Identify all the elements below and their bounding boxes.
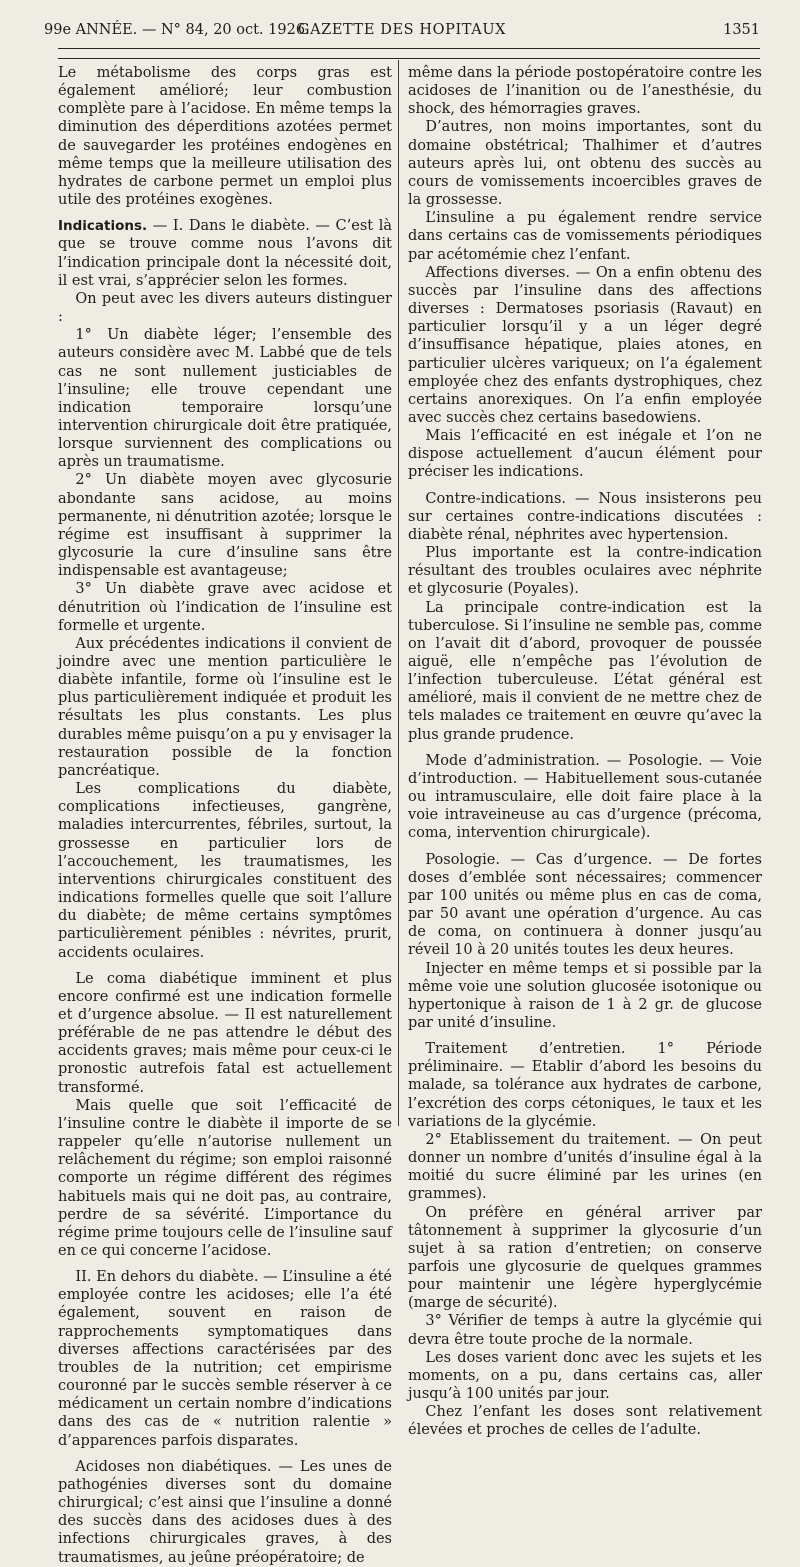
paragraph: 2° Etablissement du traitement. — On peut donner un nombre d’unités d’insuline égal à la moitié du sucre éliminé par les urines (en grammes). bbox=[408, 1131, 762, 1203]
paragraph: Les complications du diabète, complications infectieuses, gangrène, maladies intercurrentes, fébriles, surtout, la grossesse en particulier lors de l’accouchement, les traumatismes, les interventions chirurgicales constituent des indications formelles quelle que soit l’allure du diabète; de même certains symptômes particulièrement pénibles : névrites, prurit, accidents oculaires. bbox=[58, 781, 392, 961]
paragraph: On peut avec les divers auteurs distinguer : bbox=[58, 290, 392, 326]
paragraph: Injecter en même temps et si possible par la même voie une solution glucosée isotonique ou hypertonique à raison de 1 à 2 gr. de glucose par unité d’insuline. bbox=[408, 960, 762, 1031]
paragraph: Mode d’administration. — Posologie. — Voie d’introduction. — Habituellement sous-cutanée ou intramusculaire, elle doit faire place à la voie intraveineuse au cas d’urgence (précoma, coma, intervention chirurgicale). bbox=[408, 752, 762, 842]
paragraph: Les doses varient donc avec les sujets et les moments, on a pu, dans certains cas, aller jusqu’à 100 unités par jour. bbox=[408, 1349, 762, 1403]
paragraph: Traitement d’entretien. 1° Période préliminaire. — Etablir d’abord les besoins du malade, sa tolérance aux hydrates de carbone, l’excrétion des corps cétoniques, le taux et les variations de la glycémie. bbox=[408, 1041, 762, 1130]
paragraph: Le coma diabétique imminent et plus encore confirmé est une indication formelle et d’urgence absolue. — Il est naturellement préférable de ne pas attendre le début des accidents graves; mais même pour ceux-ci le pronostic autrefois fatal est actuellement transformé. bbox=[58, 970, 392, 1096]
left-column bbox=[58, 64, 392, 1567]
paragraph: même dans la période postopératoire contre les acidoses de l’inanition ou de l’anesthésie, du shock, des hémorragies graves. bbox=[408, 65, 762, 118]
paragraph: La principale contre-indication est la tuberculose. Si l’insuline ne semble pas, comme on l’avait dit d’abord, provoquer de poussée aiguë, elle n’empêche pas l’évolution de l’infection tuberculeuse. L’état général est amélioré, mais il convient de ne mettre chez de tels malades ce traitement en œuvre qu’avec la plus grande prudence. bbox=[408, 599, 762, 743]
paragraph: Mais l’efficacité en est inégale et l’on ne dispose actuellement d’aucun élément pour préciser les indications. bbox=[408, 428, 762, 481]
page-number: 1351 bbox=[723, 22, 760, 38]
paragraph: 3° Vérifier de temps à autre la glycémie qui devra être toute proche de la normale. bbox=[408, 1313, 762, 1348]
paragraph: Plus importante est la contre-indication résultant des troubles oculaires avec néphrite et glycosurie (Poyales). bbox=[408, 545, 762, 598]
paragraph: D’autres, non moins importantes, sont du domaine obstétrical; Thalhimer et d’autres auteurs après lui, ont obtenu des succès au cours de vomissements incoercibles graves de la grossesse. bbox=[408, 119, 762, 209]
column-divider bbox=[398, 60, 399, 1126]
paragraph: II. En dehors du diabète. — L’insuline a été employée contre les acidoses; elle l’a été également, souvent en raison de rapprochements symptomatiques dans diverses affections caractérisées par des troubles de la nutrition; cet empirisme couronné par le succès semble réserver à ce médicament un certain nombre d’indications dans des cas de « nutrition ralentie » d’apparences parfois disparates. bbox=[58, 1269, 392, 1449]
journal-title: GAZETTE DES HOPITAUX bbox=[297, 22, 507, 38]
paragraph: Aux précédentes indications il convient de joindre avec une mention particulière le diabète infantile, forme où l’insuline est le plus particulièrement indiquée et produit les résultats les plus constants. Les plus durables même puisqu’on a pu y envisager la restauration possible de la fonction pancréatique. bbox=[58, 635, 392, 779]
paragraph: 3° Un diabète grave avec acidose et dénutrition où l’indication de l’insuline est formelle et urgente. bbox=[58, 581, 392, 634]
header-rule-top bbox=[58, 48, 760, 49]
paragraph: 2° Un diabète moyen avec glycosurie abondante sans acidose, au moins permanente, ni dénutrition azotée; lorsque le régime est insuffisant à supprimer la glycosurie la cure d’insuline sans être indispensable est avantageuse; bbox=[58, 472, 393, 580]
section-heading: Indications. bbox=[58, 218, 148, 235]
right-column bbox=[408, 64, 762, 1440]
paragraph: L’insuline a pu également rendre service dans certains cas de vomissements périodiques par acétomémie chez l’enfant. bbox=[408, 210, 762, 263]
paragraph: Le métabolisme des corps gras est également amélioré; leur combustion complète pare à l’acidose. En même temps la diminution des déperditions azotées permet de sauvegarder les protéines endogènes en même temps que la meilleure utilisation des hydrates de carbone permet un emploi plus utile des protéines exogènes. bbox=[58, 65, 392, 209]
header-rule-bottom bbox=[58, 58, 760, 59]
paragraph: Contre-indications. — Nous insisterons peu sur certaines contre-indications discutées : diabète rénal, néphrites avec hypertension. bbox=[408, 490, 762, 543]
paragraph: Acidoses non diabétiques. — Les unes de pathogénies diverses sont du domaine chirurgical; c’est ainsi que l’insuline a donné des succès dans des acidoses dues à des infections chirurgicales graves, à des traumatismes, au jeûne préopératoire; de bbox=[58, 1458, 392, 1566]
issue-info: 99e ANNÉE. — N° 84, 20 oct. 1926. bbox=[44, 22, 310, 38]
paragraph-text: — I. Dans le diabète. — C’est là que se trouve comme nous l’avons dit l’indication principale dont la nécessité doit, il est vrai, s’apprécier selon les formes. bbox=[58, 218, 392, 289]
paragraph: On préfère en général arriver par tâtonnement à supprimer la glycosurie d’un sujet à sa ration d’entretien; on conserve parfois une glycosurie de quelques grammes pour maintenir une légère hyperglycémie (marge de sécurité). bbox=[408, 1204, 762, 1312]
paragraph: Affections diverses. — On a enfin obtenu des succès par l’insuline dans des affections diverses : Dermatoses psoriasis (Ravaut) en particulier lorsqu’il y a un léger degré d’insuffisance hépatique, plaies atones, en particulier ulcères variqueux; on l’a également employée chez des enfants dystrophiques, chez certains anorexiques. On l’a enfin employée avec succès chez certains basedowiens. bbox=[408, 264, 762, 426]
running-header bbox=[44, 22, 760, 46]
paragraph: Mais quelle que soit l’efficacité de l’insuline contre le diabète il importe de se rappeler qu’elle n’autorise nullement un relâchement du régime; son emploi raisonné comporte un régime différent des régimes habituels mais qui ne doit pas, au contraire, perdre de sa sévérité. L’importance du régime prime toujours celle de l’insuline sauf en ce qui concerne l’acidose. bbox=[58, 1097, 392, 1259]
paragraph-indications bbox=[58, 217, 392, 290]
paragraph: Chez l’enfant les doses sont relativement élevées et proches de celles de l’adulte. bbox=[408, 1404, 762, 1439]
paragraph: Posologie. — Cas d’urgence. — De fortes doses d’emblée sont nécessaires; commencer par 100 unités ou même plus en cas de coma, par 50 avant une opération d’urgence. Au cas de coma, on continuera à donner jusqu’au réveil 10 à 20 unités toutes les deux heures. bbox=[408, 851, 762, 959]
paragraph: 1° Un diabète léger; l’ensemble des auteurs considère avec M. Labbé que de tels cas ne sont nullement justiciables de l’insuline; elle trouve cependant une indication temporaire lorsqu’une intervention chirurgicale doit être pratiquée, lorsque surviennent des complications ou après un traumatisme. bbox=[58, 327, 392, 471]
